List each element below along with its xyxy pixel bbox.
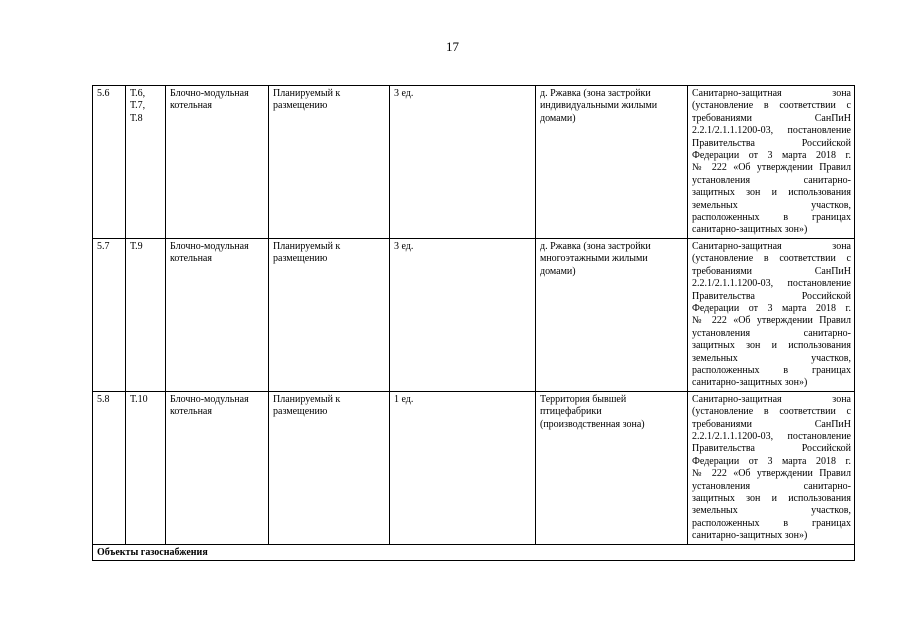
sanitary-zone-line: (установление в соответствии с bbox=[692, 100, 851, 112]
object-codes-line: Т.10 bbox=[130, 393, 148, 405]
object-location-line: домами) bbox=[540, 265, 576, 277]
sanitary-zone-line: (установление в соответствии с bbox=[692, 253, 851, 265]
sanitary-zone-line: требованиями СанПиН bbox=[692, 112, 851, 124]
object-codes-line: Т.6, bbox=[130, 88, 146, 99]
table-row bbox=[93, 391, 855, 544]
sanitary-zone-line: земельных участков, bbox=[692, 199, 851, 211]
sanitary-zone-line: Правительства Российской bbox=[692, 290, 851, 302]
sanitary-zone bbox=[688, 238, 855, 391]
sanitary-zone-line: земельных участков, bbox=[692, 352, 851, 364]
object-quantity bbox=[390, 86, 536, 239]
object-name-line: Блочно-модульная bbox=[170, 393, 249, 405]
object-status bbox=[269, 238, 390, 391]
object-quantity-line: 3 ед. bbox=[394, 88, 414, 99]
object-location-line: индивидуальными жилыми bbox=[540, 100, 658, 112]
objects-table bbox=[92, 85, 855, 561]
object-name-line: Блочно-модульная bbox=[170, 240, 249, 252]
sanitary-zone-line: Правительства Российской bbox=[692, 443, 851, 455]
object-codes-line: Т.8 bbox=[130, 112, 143, 124]
object-quantity bbox=[390, 391, 536, 544]
object-status-line: размещению bbox=[273, 406, 328, 418]
object-name-line: котельная bbox=[170, 100, 212, 112]
sanitary-zone-line: санитарно-защитных зон») bbox=[692, 224, 808, 236]
page-number: 17 bbox=[446, 39, 459, 54]
sanitary-zone-line: 2.2.1/2.1.1.1200-03, постановление bbox=[692, 278, 851, 290]
object-name-line: котельная bbox=[170, 253, 212, 265]
sanitary-zone-line: расположенных в границах bbox=[692, 517, 851, 529]
object-status bbox=[269, 391, 390, 544]
row-number bbox=[93, 391, 126, 544]
sanitary-zone-line: 2.2.1/2.1.1.1200-03, постановление bbox=[692, 430, 851, 442]
object-codes bbox=[126, 238, 166, 391]
object-name bbox=[166, 238, 269, 391]
object-name bbox=[166, 391, 269, 544]
sanitary-zone-line: № 222 «Об утверждении Правил bbox=[692, 315, 851, 327]
sanitary-zone bbox=[688, 86, 855, 239]
object-location bbox=[536, 238, 688, 391]
sanitary-zone-line: установления санитарно- bbox=[692, 327, 851, 339]
object-location-line: д. Ржавка (зона застройки bbox=[540, 240, 651, 252]
sanitary-zone-line: Санитарно-защитная зона bbox=[692, 88, 851, 99]
object-location-line: Территория бывшей bbox=[540, 393, 627, 405]
sanitary-zone-line: защитных зон и использования bbox=[692, 493, 851, 504]
sanitary-zone-line: Федерации от 3 марта 2018 г. bbox=[692, 455, 851, 467]
object-codes bbox=[126, 391, 166, 544]
object-codes-line: Т.7, bbox=[130, 100, 146, 112]
object-name bbox=[166, 86, 269, 239]
sanitary-zone-line: защитных зон и использования bbox=[692, 187, 851, 199]
sanitary-zone bbox=[688, 391, 855, 544]
sanitary-zone-line: требованиями СанПиН bbox=[692, 265, 851, 277]
object-location bbox=[536, 391, 688, 544]
object-location bbox=[536, 86, 688, 239]
sanitary-zone-line: Санитарно-защитная зона bbox=[692, 393, 851, 405]
section-row bbox=[93, 544, 855, 560]
row-number bbox=[93, 86, 126, 239]
object-status-line: Планируемый к bbox=[273, 393, 341, 405]
sanitary-zone-line: № 222 «Об утверждении Правил bbox=[692, 162, 851, 174]
object-quantity bbox=[390, 238, 536, 391]
sanitary-zone-line: санитарно-защитных зон») bbox=[692, 530, 808, 542]
object-status-line: размещению bbox=[273, 253, 328, 265]
sanitary-zone-line: защитных зон и использования bbox=[692, 340, 851, 352]
object-status-line: размещению bbox=[273, 100, 328, 112]
row-number-line: 5.8 bbox=[97, 393, 110, 405]
sanitary-zone-line: расположенных в границах bbox=[692, 212, 851, 224]
sanitary-zone-line: санитарно-защитных зон») bbox=[692, 377, 808, 389]
table-row bbox=[93, 86, 855, 239]
row-number-line: 5.6 bbox=[97, 88, 110, 99]
row-number-line: 5.7 bbox=[97, 240, 110, 252]
sanitary-zone-line: установления санитарно- bbox=[692, 174, 851, 186]
object-location-line: домами) bbox=[540, 112, 576, 124]
sanitary-zone-line: № 222 «Об утверждении Правил bbox=[692, 468, 851, 480]
sanitary-zone-line: Федерации от 3 марта 2018 г. bbox=[692, 302, 851, 314]
object-status-line: Планируемый к bbox=[273, 240, 341, 252]
section-heading: Объекты газоснабжения bbox=[93, 544, 855, 560]
object-codes-line: Т.9 bbox=[130, 240, 143, 252]
object-codes bbox=[126, 86, 166, 239]
object-name-line: Блочно-модульная bbox=[170, 88, 249, 99]
sanitary-zone-line: Федерации от 3 марта 2018 г. bbox=[692, 150, 851, 162]
object-quantity-line: 1 ед. bbox=[394, 393, 414, 405]
object-location-line: птицефабрики bbox=[540, 406, 602, 418]
object-name-line: котельная bbox=[170, 406, 212, 418]
sanitary-zone-line: (установление в соответствии с bbox=[692, 406, 851, 418]
object-location-line: д. Ржавка (зона застройки bbox=[540, 88, 651, 99]
object-location-line: многоэтажными жилыми bbox=[540, 253, 648, 265]
object-status-line: Планируемый к bbox=[273, 88, 341, 99]
sanitary-zone-line: требованиями СанПиН bbox=[692, 418, 851, 430]
sanitary-zone-line: 2.2.1/2.1.1.1200-03, постановление bbox=[692, 125, 851, 137]
table-row bbox=[93, 238, 855, 391]
sanitary-zone-line: земельных участков, bbox=[692, 505, 851, 517]
object-quantity-line: 3 ед. bbox=[394, 240, 414, 252]
sanitary-zone-line: расположенных в границах bbox=[692, 364, 851, 376]
object-status bbox=[269, 86, 390, 239]
table-body bbox=[93, 86, 855, 561]
sanitary-zone-line: Правительства Российской bbox=[692, 137, 851, 149]
object-location-line: (производственная зона) bbox=[540, 418, 645, 430]
row-number bbox=[93, 238, 126, 391]
sanitary-zone-line: установления санитарно- bbox=[692, 480, 851, 492]
sanitary-zone-line: Санитарно-защитная зона bbox=[692, 240, 851, 252]
